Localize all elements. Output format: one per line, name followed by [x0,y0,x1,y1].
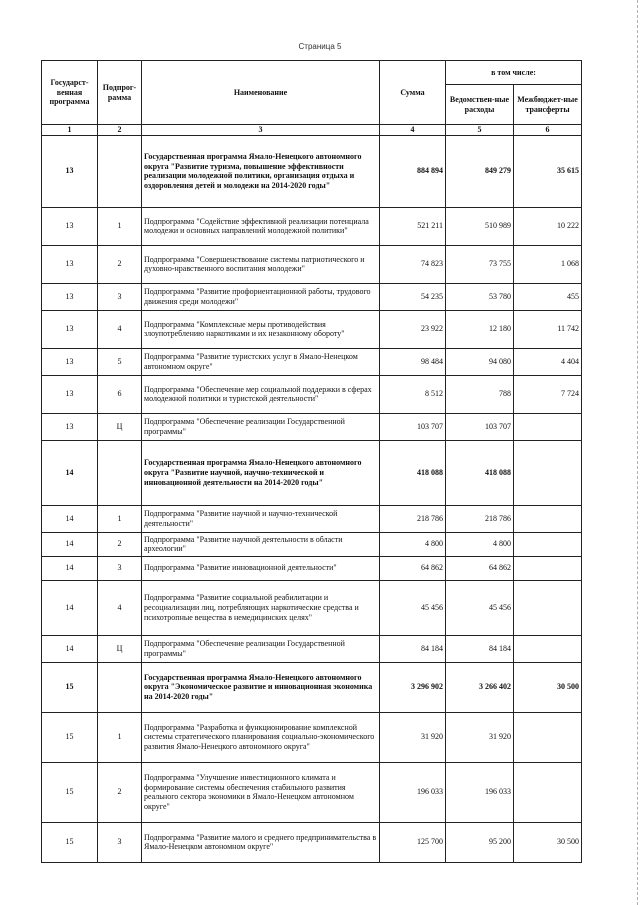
column-number: 6 [514,125,582,136]
name-cell: Государственная программа Ямало-Ненецкого автономного округа "Экономическое развитие и инновационная экономика на 2014-2020 годы" [142,662,380,712]
subprogram-number-cell [98,440,142,505]
column-number: 3 [142,125,380,136]
subprogram-row [42,762,582,822]
name-cell: Подпрограмма "Комплексные меры противодействия злоупотреблению наркотиками и их незаконному обороту" [142,310,380,348]
table-body [42,135,582,862]
name-cell: Подпрограмма "Обеспечение реализации Государственной программы" [142,635,380,662]
program-row [42,662,582,712]
interbudget-transfers-cell [514,712,582,762]
subprogram-row [42,245,582,283]
sum-cell: 64 862 [380,556,446,580]
subprogram-number-cell: 6 [98,375,142,413]
program-number-cell: 13 [42,283,98,310]
sum-cell: 45 456 [380,580,446,635]
subprogram-number-cell: 3 [98,822,142,862]
subprogram-row [42,580,582,635]
column-numbers-row [42,125,582,136]
sum-cell: 23 922 [380,310,446,348]
name-cell: Подпрограмма "Улучшение инвестиционного климата и формирование системы обеспечения стабильного развития реального сектора экономики в Ямало-Ненецком автономном округе" [142,762,380,822]
program-number-cell: 14 [42,532,98,556]
subprogram-number-cell: 5 [98,348,142,375]
interbudget-transfers-cell: 11 742 [514,310,582,348]
header-sp: Подпрог-рамма [98,61,142,125]
subprogram-row [42,556,582,580]
header-sum: Сумма [380,61,446,125]
column-number: 5 [446,125,514,136]
subprogram-row [42,413,582,440]
subprogram-row [42,375,582,413]
sum-cell: 84 184 [380,635,446,662]
column-number: 1 [42,125,98,136]
sum-cell: 31 920 [380,712,446,762]
subprogram-number-cell [98,135,142,207]
sum-cell: 98 484 [380,348,446,375]
name-cell: Подпрограмма "Развитие профориентационной работы, трудового движения среди молодежи" [142,283,380,310]
subprogram-row [42,310,582,348]
interbudget-transfers-cell [514,556,582,580]
sum-cell: 74 823 [380,245,446,283]
sum-cell: 125 700 [380,822,446,862]
departmental-expenses-cell: 45 456 [446,580,514,635]
subprogram-number-cell: 2 [98,532,142,556]
subprogram-number-cell: 3 [98,283,142,310]
name-cell: Подпрограмма "Развитие научной и научно-технической деятельности" [142,505,380,532]
page-number: Страница 5 [298,42,342,51]
header-gp: Государст-венная программа [42,61,98,125]
name-cell: Подпрограмма "Совершенствование системы патриотического и духовно-нравственного воспитания молодежи" [142,245,380,283]
program-number-cell: 14 [42,580,98,635]
name-cell: Подпрограмма "Разработка и функционирование комплексной системы стратегического планирования социально-экономического развития Ямало-Ненецкого автономного округа" [142,712,380,762]
subprogram-number-cell [98,662,142,712]
interbudget-transfers-cell [514,532,582,556]
sum-cell: 521 211 [380,207,446,245]
interbudget-transfers-cell [514,762,582,822]
subprogram-number-cell: Ц [98,635,142,662]
name-cell: Государственная программа Ямало-Ненецкого автономного округа "Развитие туризма, повышение эффективности реализации молодежной политики, организация отдыха и оздоровления детей и молодежи на 2014-2020 годы" [142,135,380,207]
interbudget-transfers-cell [514,505,582,532]
program-number-cell: 13 [42,207,98,245]
subprogram-row [42,822,582,862]
interbudget-transfers-cell: 1 068 [514,245,582,283]
subprogram-number-cell: Ц [98,413,142,440]
name-cell: Подпрограмма "Развитие малого и среднего предпринимательства в Ямало-Ненецком автономном округе" [142,822,380,862]
name-cell: Подпрограмма "Развитие социальной реабилитации и ресоциализации лиц, потребляющих наркотические средства и психотропные вещества в немедицинских целях" [142,580,380,635]
name-cell: Подпрограмма "Содействие эффективной реализации потенциала молодежи и основных направлений молодежной политики" [142,207,380,245]
column-number: 2 [98,125,142,136]
header-dept: Ведомствен-ные расходы [446,85,514,125]
interbudget-transfers-cell [514,580,582,635]
departmental-expenses-cell: 84 184 [446,635,514,662]
departmental-expenses-cell: 53 780 [446,283,514,310]
interbudget-transfers-cell: 7 724 [514,375,582,413]
name-cell: Подпрограмма "Развитие туристских услуг в Ямало-Ненецком автономном округе" [142,348,380,375]
departmental-expenses-cell: 418 088 [446,440,514,505]
subprogram-row [42,207,582,245]
program-number-cell: 14 [42,556,98,580]
name-cell: Государственная программа Ямало-Ненецкого автономного округа "Развитие научной, научно-технической и инновационной деятельности на 2014-2020 годы" [142,440,380,505]
budget-table [41,60,582,863]
program-number-cell: 15 [42,662,98,712]
subprogram-number-cell: 2 [98,245,142,283]
program-number-cell: 13 [42,135,98,207]
header-including: в том числе: [446,61,582,85]
subprogram-number-cell: 4 [98,580,142,635]
table-header [42,61,582,136]
departmental-expenses-cell: 3 266 402 [446,662,514,712]
departmental-expenses-cell: 64 862 [446,556,514,580]
subprogram-number-cell: 1 [98,505,142,532]
departmental-expenses-cell: 510 989 [446,207,514,245]
sum-cell: 3 296 902 [380,662,446,712]
interbudget-transfers-cell: 455 [514,283,582,310]
header-transfer: Межбюджет-ные трансферты [514,85,582,125]
sum-cell: 8 512 [380,375,446,413]
header-name: Наименование [142,61,380,125]
interbudget-transfers-cell [514,635,582,662]
sum-cell: 103 707 [380,413,446,440]
program-number-cell: 15 [42,762,98,822]
departmental-expenses-cell: 849 279 [446,135,514,207]
departmental-expenses-cell: 196 033 [446,762,514,822]
program-row [42,440,582,505]
sum-cell: 196 033 [380,762,446,822]
subprogram-row [42,283,582,310]
sum-cell: 218 786 [380,505,446,532]
interbudget-transfers-cell: 35 615 [514,135,582,207]
subprogram-row [42,532,582,556]
program-number-cell: 13 [42,310,98,348]
departmental-expenses-cell: 4 800 [446,532,514,556]
program-number-cell: 13 [42,413,98,440]
departmental-expenses-cell: 31 920 [446,712,514,762]
departmental-expenses-cell: 218 786 [446,505,514,532]
sum-cell: 54 235 [380,283,446,310]
scan-edge-decoration [633,0,638,905]
interbudget-transfers-cell [514,413,582,440]
subprogram-row [42,712,582,762]
program-number-cell: 15 [42,822,98,862]
program-number-cell: 15 [42,712,98,762]
subprogram-number-cell: 1 [98,712,142,762]
interbudget-transfers-cell [514,440,582,505]
departmental-expenses-cell: 94 080 [446,348,514,375]
departmental-expenses-cell: 73 755 [446,245,514,283]
interbudget-transfers-cell: 4 404 [514,348,582,375]
subprogram-row [42,348,582,375]
departmental-expenses-cell: 788 [446,375,514,413]
departmental-expenses-cell: 95 200 [446,822,514,862]
interbudget-transfers-cell: 30 500 [514,822,582,862]
departmental-expenses-cell: 103 707 [446,413,514,440]
departmental-expenses-cell: 12 180 [446,310,514,348]
subprogram-row [42,635,582,662]
interbudget-transfers-cell: 30 500 [514,662,582,712]
subprogram-number-cell: 4 [98,310,142,348]
program-number-cell: 13 [42,348,98,375]
program-row [42,135,582,207]
column-number: 4 [380,125,446,136]
program-number-cell: 14 [42,440,98,505]
subprogram-number-cell: 2 [98,762,142,822]
name-cell: Подпрограмма "Развитие инновационной деятельности" [142,556,380,580]
name-cell: Подпрограмма "Обеспечение реализации Государственной программы" [142,413,380,440]
program-number-cell: 13 [42,375,98,413]
program-number-cell: 14 [42,505,98,532]
program-number-cell: 14 [42,635,98,662]
name-cell: Подпрограмма "Обеспечение мер социальной поддержки в сферах молодежной политики и туристской деятельности" [142,375,380,413]
sum-cell: 418 088 [380,440,446,505]
interbudget-transfers-cell: 10 222 [514,207,582,245]
name-cell: Подпрограмма "Развитие научной деятельности в области археологии" [142,532,380,556]
sum-cell: 884 894 [380,135,446,207]
program-number-cell: 13 [42,245,98,283]
subprogram-row [42,505,582,532]
sum-cell: 4 800 [380,532,446,556]
subprogram-number-cell: 1 [98,207,142,245]
subprogram-number-cell: 3 [98,556,142,580]
